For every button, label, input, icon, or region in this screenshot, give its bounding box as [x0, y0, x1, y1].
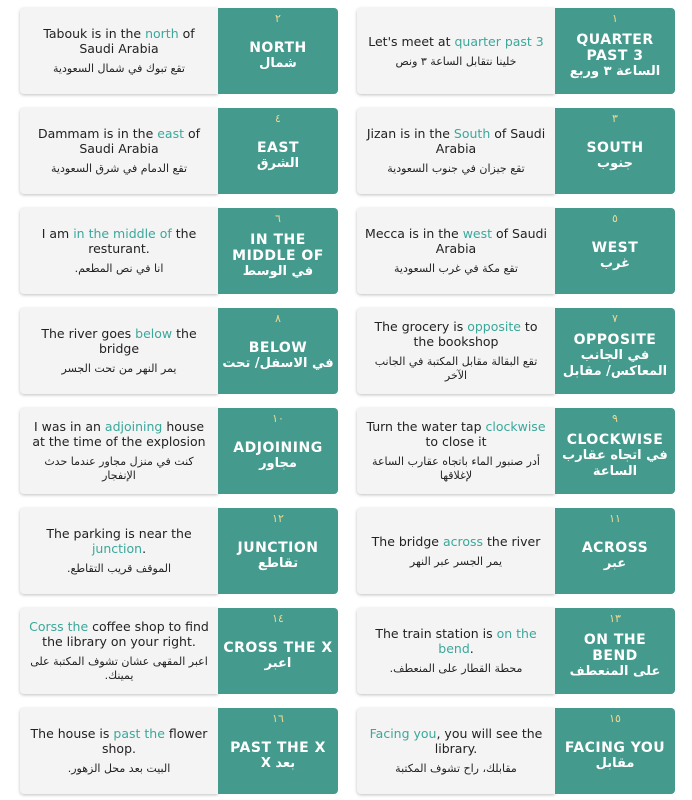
example-text: Dammam is in the [37, 126, 158, 141]
term-english: BELOW [248, 340, 308, 356]
example-text: The train station is [375, 626, 497, 641]
vocab-card [357, 8, 677, 94]
term-arabic: في الجانب المعاكس/ مقابل [562, 348, 668, 379]
example-panel [20, 308, 218, 394]
term-panel [555, 8, 675, 94]
term-english: ACROSS [581, 540, 649, 556]
example-arabic: الموقف قريب التقاطع. [66, 562, 172, 575]
term-arabic: على المنعطف [569, 664, 661, 679]
example-text: Jizan is in the [366, 126, 454, 141]
term-number: ١٥ [609, 712, 621, 725]
example-text: . [142, 541, 147, 556]
example-arabic: مقابلك، راح تشوف المكتبة [395, 762, 517, 775]
example-arabic: اعبر المقهى عشان تشوف المكتبة على يمينك. [30, 655, 208, 682]
example-english [363, 226, 549, 256]
example-highlight: clockwise [485, 419, 546, 434]
example-english [363, 126, 549, 156]
term-number: ١٤ [272, 612, 284, 625]
example-text: The river goes [41, 326, 136, 341]
vocab-card [357, 408, 677, 494]
example-highlight: on the bend [438, 626, 537, 656]
example-arabic: تقع مكة في غرب السعودية [393, 262, 518, 275]
example-highlight: east [157, 126, 184, 141]
term-panel [555, 708, 675, 794]
term-number: ٤ [275, 112, 281, 125]
term-number: ٧ [612, 312, 618, 325]
example-highlight: Corss the [29, 619, 89, 634]
term-number: ٨ [275, 312, 281, 325]
term-english: QUARTER PAST 3 [576, 32, 654, 64]
example-arabic: يمر الجسر عبر النهر [409, 554, 503, 568]
vocab-card [20, 408, 340, 494]
example-panel [357, 8, 555, 94]
term-number: ١٣ [609, 612, 621, 625]
example-panel [357, 208, 555, 294]
example-highlight: Facing you [369, 726, 437, 741]
term-number: ١ [612, 12, 618, 25]
term-number: ١٢ [272, 512, 284, 525]
example-text: I am [41, 226, 74, 241]
example-highlight: west [462, 226, 493, 241]
term-english: FACING YOU [564, 740, 666, 756]
term-panel [218, 108, 338, 194]
example-text: the river [483, 533, 541, 549]
term-panel [218, 308, 338, 394]
term-arabic: شمال [259, 56, 297, 71]
term-panel [218, 708, 338, 794]
example-text: of Saudi Arabia [79, 126, 201, 156]
term-english: EAST [256, 140, 300, 156]
example-text: coffee shop to find the library on your right. [42, 619, 209, 649]
term-arabic: تقاطع [257, 556, 299, 571]
vocab-card [357, 508, 677, 594]
term-english: OPPOSITE [573, 332, 657, 348]
example-arabic: محطة القطار على المنعطف. [389, 662, 523, 675]
term-panel [218, 208, 338, 294]
vocab-card [357, 208, 677, 294]
vocab-card [20, 108, 340, 194]
example-english [26, 619, 212, 649]
example-text: The parking is near the [46, 526, 192, 541]
vocab-card [20, 8, 340, 94]
example-text: flower shop. [102, 726, 208, 756]
vocab-card [357, 108, 677, 194]
example-text: Mecca is in the [365, 226, 463, 241]
example-highlight: quarter past 3 [454, 33, 544, 49]
term-panel [555, 508, 675, 594]
term-panel [218, 408, 338, 494]
example-arabic: تقع الدمام في شرق السعودية [50, 162, 188, 175]
example-text: . [469, 641, 474, 656]
term-panel [555, 208, 675, 294]
example-text: house at the time of the explosion [32, 419, 206, 449]
term-number: ١١ [609, 512, 621, 525]
term-english: CLOCKWISE [566, 432, 664, 448]
example-english [26, 326, 212, 356]
term-arabic: الشرق [256, 156, 300, 171]
example-text: I was in an [33, 419, 105, 434]
example-text: Tabouk is in the [43, 26, 146, 41]
term-panel [218, 508, 338, 594]
term-number: ٦ [275, 212, 281, 225]
example-arabic: البيت بعد محل الزهور. [67, 762, 171, 775]
example-highlight: past the [113, 726, 165, 741]
example-english [363, 319, 549, 349]
example-text: The bridge [371, 533, 443, 549]
vocab-card [20, 308, 340, 394]
term-panel [555, 108, 675, 194]
vocab-card [20, 508, 340, 594]
example-highlight: opposite [467, 319, 521, 334]
example-text: the resturant. [88, 226, 197, 256]
term-number: ١٦ [272, 712, 284, 725]
term-english: IN THE MIDDLE OF [232, 232, 324, 264]
term-english: ADJOINING [233, 440, 323, 456]
example-english [26, 526, 212, 556]
example-text: The grocery is [374, 319, 468, 334]
term-panel [555, 608, 675, 694]
term-number: ٢ [275, 12, 281, 25]
term-english: NORTH [249, 40, 307, 56]
term-english: SOUTH [586, 140, 644, 156]
term-english: ON THE BEND [583, 632, 647, 664]
term-number: ٣ [612, 112, 618, 125]
example-arabic: انا في نص المطعم. [74, 262, 164, 275]
example-highlight: South [453, 126, 491, 141]
vocab-card [20, 708, 340, 794]
example-english [26, 26, 212, 56]
example-arabic: يمر النهر من تحت الجسر [61, 362, 177, 375]
example-text: Let's meet at [368, 33, 455, 49]
term-number: ١٠ [272, 412, 284, 425]
example-panel [20, 508, 218, 594]
term-arabic: بعد X [260, 756, 296, 771]
term-english: JUNCTION [237, 540, 319, 556]
term-arabic: في الوسط [242, 264, 314, 279]
example-panel [20, 608, 218, 694]
example-english [26, 726, 212, 756]
vocab-card [357, 708, 677, 794]
example-highlight: below [135, 326, 173, 341]
term-arabic: اعبر [264, 656, 292, 671]
example-english [26, 126, 212, 156]
term-arabic: في اتجاه عقارب الساعة [562, 448, 668, 479]
term-english: CROSS THE X [223, 640, 333, 656]
term-number: ٥ [612, 212, 618, 225]
example-text: , you will see the library. [434, 726, 543, 756]
example-panel [357, 708, 555, 794]
example-arabic: تقع تبوك في شمال السعودية [52, 62, 185, 75]
example-english [363, 419, 549, 449]
example-arabic: أدر صنبور الماء باتجاه عقارب الساعة لإغلاقها [372, 455, 540, 482]
example-panel [20, 708, 218, 794]
example-panel [20, 408, 218, 494]
example-english [372, 534, 541, 549]
term-panel [555, 308, 675, 394]
example-english [368, 34, 544, 49]
example-panel [357, 508, 555, 594]
example-panel [20, 108, 218, 194]
example-text: to close it [425, 434, 487, 449]
example-arabic: تقع البقالة مقابل المكتبة في الجانب الآخر [374, 355, 538, 382]
example-highlight: junction [91, 541, 143, 556]
example-highlight: across [442, 533, 484, 549]
example-english [26, 419, 212, 449]
vocab-card [357, 308, 677, 394]
example-arabic: تقع جيزان في جنوب السعودية [387, 162, 525, 175]
term-arabic: مقابل [595, 756, 635, 771]
example-english [363, 726, 549, 756]
example-arabic: كنت في منزل مجاور عندما حدث الإنفجار [44, 455, 194, 482]
example-text: of Saudi Arabia [79, 26, 195, 56]
example-panel [357, 608, 555, 694]
term-arabic: الساعة ٣ وربع [569, 64, 661, 79]
example-text: to the bookshop [413, 319, 538, 349]
example-english [363, 626, 549, 656]
term-arabic: غرب [599, 256, 631, 271]
example-highlight: adjoining [104, 419, 163, 434]
term-arabic: مجاور [259, 456, 297, 471]
term-number: ٩ [612, 412, 618, 425]
term-arabic: جنوب [597, 156, 633, 171]
example-panel [20, 208, 218, 294]
term-panel [218, 608, 338, 694]
example-panel [357, 308, 555, 394]
example-arabic: خلينا نتقابل الساعة ٣ ونص [395, 54, 517, 68]
term-arabic: في الاسفل/ تحت [222, 356, 334, 371]
example-english [26, 226, 212, 256]
example-text: of Saudi Arabia [435, 126, 546, 156]
vocab-card [357, 608, 677, 694]
term-arabic: عبر [603, 556, 627, 571]
vocab-card [20, 608, 340, 694]
term-panel [218, 8, 338, 94]
vocab-card [20, 208, 340, 294]
example-text: the bridge [98, 326, 197, 356]
example-text: Turn the water tap [366, 419, 486, 434]
example-highlight: north [145, 26, 179, 41]
term-english: PAST THE X [230, 740, 326, 756]
example-panel [357, 108, 555, 194]
example-panel [20, 8, 218, 94]
term-english: WEST [591, 240, 639, 256]
example-highlight: in the middle of [73, 226, 172, 241]
term-panel [555, 408, 675, 494]
example-text: of Saudi Arabia [435, 226, 547, 256]
example-panel [357, 408, 555, 494]
example-text: The house is [30, 726, 114, 741]
